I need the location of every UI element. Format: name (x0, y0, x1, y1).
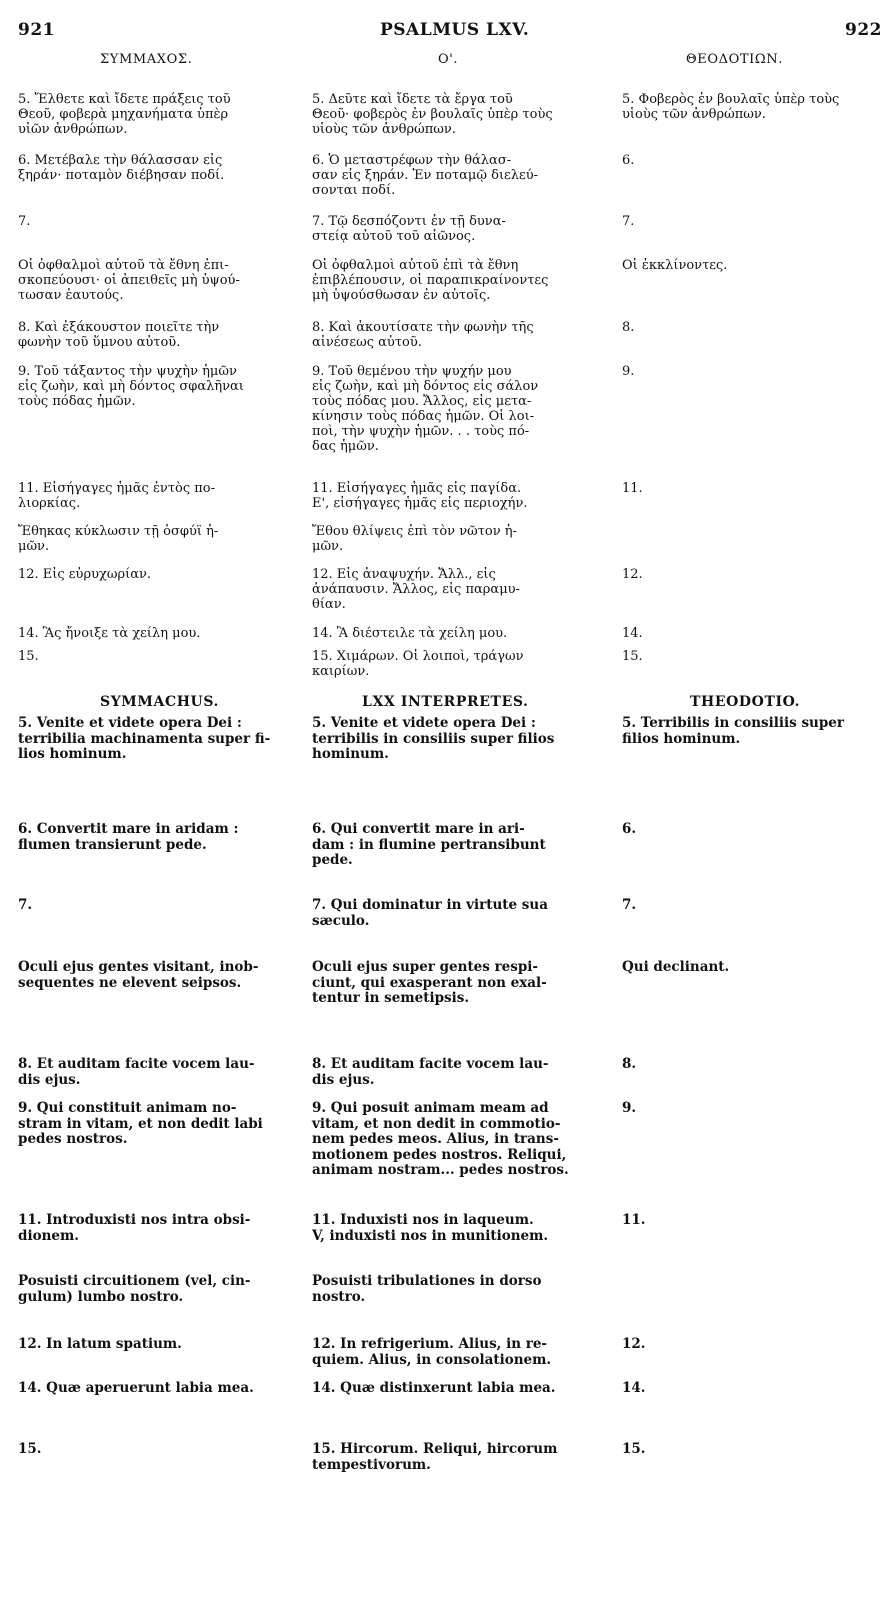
latin-heading-lxx: LXX INTERPRETES. (362, 694, 529, 710)
latin-theodotion-v15: 15. (622, 1441, 646, 1457)
latin-symmachus-v5: 5. Venite et videte opera Dei : terribilia machinamenta super fi- lios hominum. (18, 715, 271, 762)
latin-theodotion-v8: 8. (622, 1056, 637, 1072)
latin-theodotion-v5: 5. Terribilis in consiliis super filios hominum. (622, 715, 845, 747)
greek-lxx-v5: 5. Δεῦτε καὶ ἴδετε τὰ ἔργα τοῦ Θεοῦ· φοβερὸς ἐν βουλαῖς ὑπὲρ τοὺς υἱοὺς τῶν ἀνθρώπων. (312, 92, 553, 137)
greek-symmachus-v11: 11. Εἰσήγαγες ἡμᾶς ἐντὸς πο- λιορκίας. (18, 481, 216, 511)
greek-symmachus-v6: 6. Μετέβαλε τὴν θάλασσαν εἰς ξηράν· ποταμὸν διέβησαν ποδί. (18, 153, 225, 183)
greek-theodotion-v6: 6. (622, 153, 635, 168)
greek-lxx-eyes: Οἱ ὀφθαλμοὶ αὐτοῦ ἐπὶ τὰ ἔθνη ἐπιβλέπουσιν, οἱ παραπικραίνοντες μὴ ὑψούσθωσαν ἐν αὑτοῖς. (312, 258, 549, 303)
greek-lxx-v15: 15. Χιμάρων. Οἱ λοιποὶ, τράγων καιρίων. (312, 649, 524, 679)
greek-lxx-v6: 6. Ὁ μεταστρέφων τὴν θάλασ- σαν εἰς ξηράν. Ἐν ποταμῷ διελεύ- σονται ποδί. (312, 153, 539, 198)
latin-lxx-v11: 11. Induxisti nos in laqueum. V, induxisti nos in munitionem. (312, 1212, 549, 1244)
greek-symmachus-v9: 9. Τοῦ τάξαντος τὴν ψυχὴν ἡμῶν εἰς ζωὴν, καὶ μὴ δόντος σφαλῆναι τοὺς πόδας ἡμῶν. (18, 364, 244, 409)
greek-symmachus-eyes: Οἱ ὀφθαλμοὶ αὐτοῦ τὰ ἔθνη ἐπι- σκοπεύουσι· οἱ ἀπειθεῖς μὴ ὑψού- τωσαν ἑαυτούς. (18, 258, 240, 303)
greek-theodotion-v15: 15. (622, 649, 643, 664)
latin-heading-theodotion: THEODOTIO. (690, 694, 801, 710)
latin-heading-symmachus: SYMMACHUS. (100, 694, 220, 710)
greek-lxx-v8: 8. Καὶ ἀκουτίσατε τὴν φωνὴν τῆς αἰνέσεως αὐτοῦ. (312, 320, 534, 350)
greek-lxx-v12: 12. Εἰς ἀναψυχήν. Ἄλλ., εἰς ἀνάπαυσιν. Ἄλλος, εἰς παραμυ- θίαν. (312, 567, 520, 612)
page-title: PSALMUS LXV. (380, 20, 530, 40)
latin-lxx-v8: 8. Et auditam facite vocem lau- dis ejus. (312, 1056, 549, 1088)
latin-lxx-v7: 7. Qui dominatur in virtute sua sæculo. (312, 897, 548, 929)
greek-symmachus-v11b: Ἔθηκας κύκλωσιν τῇ ὀσφύϊ ἡ- μῶν. (18, 524, 219, 554)
greek-theodotion-v8: 8. (622, 320, 635, 335)
latin-theodotion-v6: 6. (622, 821, 637, 837)
greek-heading-lxx: Ο'. (438, 52, 459, 67)
latin-symmachus-v6: 6. Convertit mare in aridam : flumen transierunt pede. (18, 821, 239, 853)
greek-theodotion-v14: 14. (622, 626, 643, 641)
latin-theodotion-v7: 7. (622, 897, 637, 913)
greek-lxx-v9: 9. Τοῦ θεμένου τὴν ψυχήν μου εἰς ζωὴν, καὶ μὴ δόντος εἰς σάλον τοὺς πόδας μου. Ἄλλος, εἰς μετα- κίνησιν τοὺς πόδας ἡμῶν. Οἱ λοι- ποὶ, τὴν ψυχὴν ἡμῶν. . . τοὺς πό- δας ἡμῶν. (312, 364, 539, 454)
page-number-left: 921 (18, 20, 55, 40)
latin-lxx-v11b: Posuisti tribulationes in dorso nostro. (312, 1273, 542, 1305)
greek-theodotion-v12: 12. (622, 567, 643, 582)
greek-theodotion-v7: 7. (622, 214, 635, 229)
latin-symmachus-v12: 12. In latum spatium. (18, 1336, 182, 1352)
greek-symmachus-v7: 7. (18, 214, 31, 229)
greek-theodotion-v11: 11. (622, 481, 643, 496)
latin-symmachus-v7: 7. (18, 897, 33, 913)
latin-theodotion-eyes: Qui declinant. (622, 959, 730, 975)
greek-symmachus-v8: 8. Καὶ ἐξάκουστον ποιεῖτε τὴν φωνὴν τοῦ ὕμνου αὐτοῦ. (18, 320, 220, 350)
latin-theodotion-v12: 12. (622, 1336, 646, 1352)
latin-symmachus-v8: 8. Et auditam facite vocem lau- dis ejus. (18, 1056, 255, 1088)
page-number-right: 922 (845, 20, 882, 40)
latin-symmachus-v11: 11. Introduxisti nos intra obsi- dionem. (18, 1212, 251, 1244)
greek-symmachus-v12: 12. Εἰς εὐρυχωρίαν. (18, 567, 152, 582)
greek-symmachus-v15: 15. (18, 649, 39, 664)
greek-theodotion-v5: 5. Φοβερὸς ἐν βουλαῖς ὑπὲρ τοὺς υἱοὺς τῶν ἀνθρώπων. (622, 92, 840, 122)
greek-lxx-v14: 14. Ἃ διέστειλε τὰ χείλη μου. (312, 626, 508, 641)
latin-lxx-v12: 12. In refrigerium. Alius, in re- quiem. Alius, in consolationem. (312, 1336, 552, 1368)
latin-lxx-v15: 15. Hircorum. Reliqui, hircorum tempestivorum. (312, 1441, 558, 1473)
latin-lxx-v9: 9. Qui posuit animam meam ad vitam, et non dedit in commotio- nem pedes meos. Alius, in trans- motionem pedes nostros. Reliqui, animam nostram... pedes nostros. (312, 1100, 569, 1178)
latin-symmachus-eyes: Oculi ejus gentes visitant, inob- sequentes ne elevent seipsos. (18, 959, 259, 991)
latin-symmachus-v15: 15. (18, 1441, 42, 1457)
latin-symmachus-v9: 9. Qui constituit animam no- stram in vitam, et non dedit labi pedes nostros. (18, 1100, 263, 1147)
latin-theodotion-v14: 14. (622, 1380, 646, 1396)
greek-heading-symmachus: ΣΥΜΜΑΧΟΣ. (100, 52, 193, 67)
greek-lxx-v11b: Ἔθου θλίψεις ἐπὶ τὸν νῶτον ἡ- μῶν. (312, 524, 517, 554)
greek-heading-theodotion: ΘΕΟΔΟΤΙΩΝ. (686, 52, 783, 67)
latin-lxx-v14: 14. Quæ distinxerunt labia mea. (312, 1380, 556, 1396)
latin-theodotion-v9: 9. (622, 1100, 637, 1116)
greek-symmachus-v5: 5. Ἔλθετε καὶ ἴδετε πράξεις τοῦ Θεοῦ, φοβερὰ μηχανήματα ὑπὲρ υἱῶν ἀνθρώπων. (18, 92, 231, 137)
latin-lxx-v6: 6. Qui convertit mare in ari- dam : in flumine pertransibunt pede. (312, 821, 546, 868)
greek-lxx-v7: 7. Τῷ δεσπόζοντι ἐν τῇ δυνα- στείᾳ αὐτοῦ τοῦ αἰῶνος. (312, 214, 506, 244)
greek-lxx-v11: 11. Εἰσήγαγες ἡμᾶς εἰς παγίδα. Ε', εἰσήγαγες ἡμᾶς εἰς περιοχήν. (312, 481, 528, 511)
greek-symmachus-v14: 14. Ἃς ἤνοιξε τὰ χείλη μου. (18, 626, 201, 641)
latin-lxx-eyes: Oculi ejus super gentes respi- ciunt, qui exasperant non exal- tentur in semetipsis. (312, 959, 547, 1006)
latin-lxx-v5: 5. Venite et videte opera Dei : terribilis in consiliis super filios hominum. (312, 715, 555, 762)
greek-theodotion-eyes: Οἱ ἐκκλίνοντες. (622, 258, 728, 273)
latin-theodotion-v11: 11. (622, 1212, 646, 1228)
greek-theodotion-v9: 9. (622, 364, 635, 379)
latin-symmachus-v11b: Posuisti circuitionem (vel, cin- gulum) lumbo nostro. (18, 1273, 251, 1305)
latin-symmachus-v14: 14. Quæ aperuerunt labia mea. (18, 1380, 254, 1396)
